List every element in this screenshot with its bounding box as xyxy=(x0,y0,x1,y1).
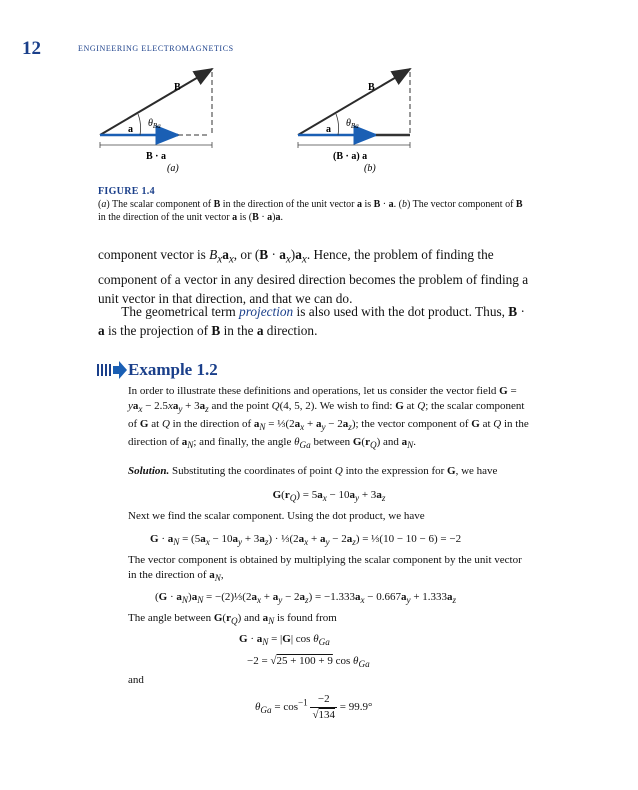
equation-angle-1: $G \cdot a_N = |G|$ $\cos \theta_{Ga}$ xyxy=(239,633,330,648)
page-number: 12 xyxy=(22,38,41,59)
label-b-b: B xyxy=(368,82,375,93)
equation-angle-2: −2 = √25 + 100 + 9 $\cos \theta_{Ga}$ xyxy=(247,655,370,670)
label-scalar-component: B · a xyxy=(146,151,167,162)
label-part-a: (a) xyxy=(167,163,179,174)
label-vector-component: (B · a) a xyxy=(333,151,368,162)
text-scalar-component: Next we find the scalar component. Using the dot product, we have xyxy=(128,510,425,522)
equation-angle-result: $\theta_{Ga} = \cos^{-1}$ $\frac{-2}{√134}$ = 99.9° xyxy=(255,693,373,721)
label-a-b: a xyxy=(326,124,331,135)
label-theta-a: $\theta_{Ba}$ xyxy=(148,118,161,130)
body-paragraph-1: component vector is $B_xa_x$, or $(B \cdot a_x)a_x$. Hence, the problem of finding the component of a vector in any desired direction becomes the problem of finding a unit vector in that direction, and that we can do. xyxy=(98,247,529,306)
body-paragraph-2: The geometrical term projection is also used with the dot product. Thus, B · a is the projection of B in the a direction. xyxy=(98,304,525,338)
figure-panel-a xyxy=(100,69,212,174)
running-title: ENGINEERING ELECTROMAGNETICS xyxy=(78,44,234,53)
text-angle: The angle between $G(r_Q)$ and $a_N$ is found from xyxy=(128,612,337,627)
example-arrow-icon xyxy=(97,361,127,379)
text-and: and xyxy=(128,674,144,686)
text-vector-component: The vector component is obtained by multiplying the scalar component by the unit vector in the direction of $a_N$, xyxy=(128,554,522,583)
label-b-a: B xyxy=(174,82,181,93)
label-part-b: (b) xyxy=(364,163,376,174)
label-a-a: a xyxy=(128,124,133,135)
equation-scalar-component: $G \cdot a_N = (5a_x - 10a_y + 3a_z)$ · $\frac{1}{3}(2a_x + a_y - 2a_z)$ = ⅓(10 − 10 − 6) = −2 xyxy=(150,533,462,548)
equation-g-at-q: $G(r_Q) = 5a_x - 10a_y + 3a_z$ xyxy=(272,489,386,504)
solution-intro: Solution. Substituting the coordinates of point Q into the expression for G, we have xyxy=(128,465,498,477)
figure-1-4 xyxy=(90,60,530,180)
angle-arc-b xyxy=(336,114,339,135)
figure-title: FIGURE 1.4 xyxy=(98,186,155,197)
equation-vector-component: $(G \cdot a_N)a_N$ = $-(2)\frac{1}{3}(2a_x + a_y - 2a_z) = -1.333a_x - 0.667a_y + 1.333a_z$ xyxy=(155,591,457,606)
figure-panel-b xyxy=(298,69,410,174)
angle-arc-a xyxy=(138,114,141,135)
example-intro: In order to illustrate these definitions and operations, let us consider the vector field $G = ya_x - 2.5xa_y + 3a_z$ and the point Q(4, 5, 2). We wish to find: G at Q; the scalar component of G at Q in the direction of $a_N$ = $\frac{1}{3}(2a_x + a_y - 2a_z)$; the vector component of G at Q in the direction of $a_N$; and finally, the angle $\theta_{Ga}$ between $G(r_Q)$ and $a_N$. xyxy=(128,385,529,450)
label-theta-b: $\theta_{Ba}$ xyxy=(346,118,359,130)
example-title: Example 1.2 xyxy=(128,360,218,379)
figure-caption: (a) The scalar component of B in the direction of the unit vector a is B · a. (b) The vector component of B in the direction of the unit vector a is (B · a)a. xyxy=(98,199,523,223)
